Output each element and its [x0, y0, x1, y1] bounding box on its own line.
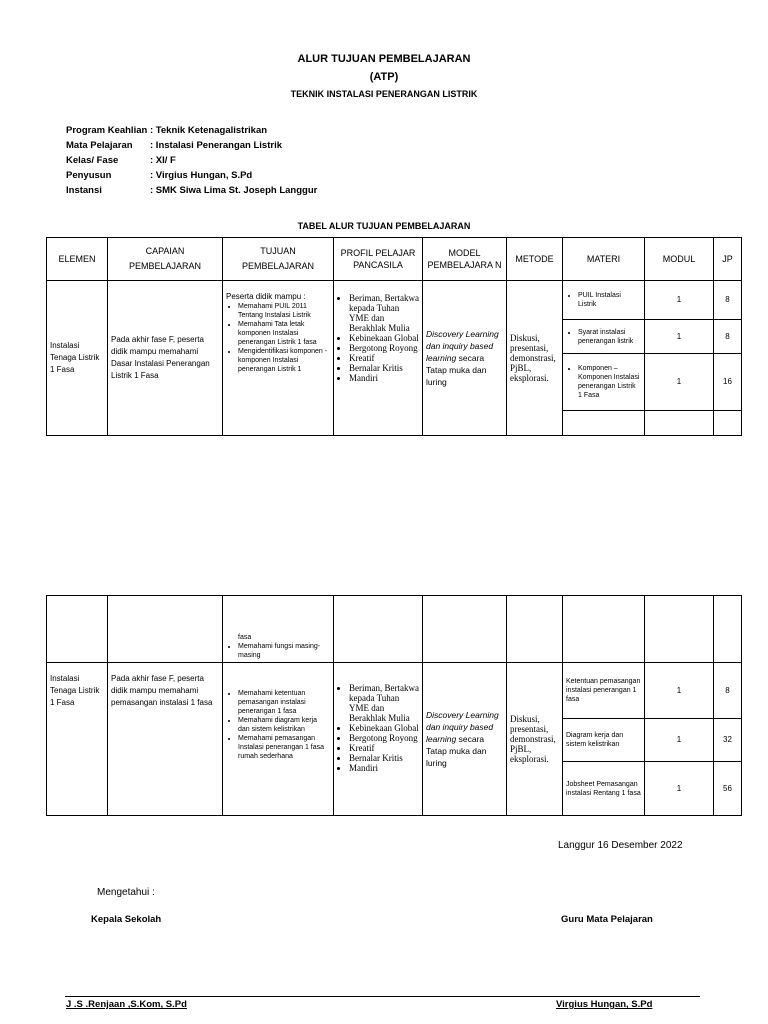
info-value: : Virgius Hungan, S.Pd: [150, 170, 253, 181]
list-item: • Syarat instalasi penerangan listrik: [578, 328, 641, 346]
signature-date: Langgur 16 Desember 2022: [558, 840, 683, 851]
program-title: TEKNIK INSTALASI PENERANGAN LISTRIK: [290, 89, 478, 99]
cell-materi: [563, 354, 645, 411]
info-value: : Instalasi Penerangan Listrik: [150, 140, 282, 151]
atp-table-page2: [46, 595, 742, 816]
cell-empty: [645, 596, 714, 663]
cell-elemen: Instalasi Tenaga Listrik 1 Fasa: [47, 663, 108, 816]
cell-empty: [47, 596, 108, 663]
list-item: • PUIL Instalasi Listrik: [578, 291, 641, 309]
cell-modul: 1: [645, 719, 714, 762]
table-header-row: [47, 238, 742, 281]
model-name: Discovery Learning dan inquiry based learning: [426, 710, 499, 744]
col-header-elemen: ELEMEN: [47, 238, 108, 281]
list-item: • Bernalar Kritis: [349, 363, 419, 373]
cell-materi: Jobsheet Pemasangan instalasi Rentang 1 fasa: [563, 762, 645, 816]
cell-empty: [563, 596, 645, 663]
col-header-model: MODEL PEMBELAJARA N: [423, 238, 507, 281]
col-header-tujuan: TUJUAN PEMBELAJARAN: [223, 238, 334, 281]
cell-jp: 16: [714, 354, 742, 411]
atp-table-page1: [46, 237, 742, 436]
col-header-profil: PROFIL PELAJAR PANCASILA: [334, 238, 423, 281]
col-header-metode: METODE: [507, 238, 563, 281]
table-row: [47, 596, 742, 663]
mengetahui-label: Mengetahui :: [97, 887, 155, 898]
list-item: • Beriman, Bertakwa kepada Tuhan YME dan Berakhlak Mulia: [349, 293, 419, 333]
cell-empty: [645, 411, 714, 436]
document-subtitle: (ATP): [369, 71, 399, 83]
cell-jp: 8: [714, 663, 742, 719]
col-header-capaian: CAPAIAN PEMBELAJARAN: [108, 238, 223, 281]
list-item: • Kebinekaan Global: [349, 723, 419, 733]
kepala-sekolah-signature: J .S .Renjaan ,S.Kom, S.Pd: [66, 999, 187, 1010]
cell-materi: [563, 281, 645, 320]
list-item: • Memahami diagram kerja dan sistem kelistrikan: [238, 716, 330, 734]
cell-materi: Diagram kerja dan sistem kelistrikan: [563, 719, 645, 762]
document-title: ALUR TUJUAN PEMBELAJARAN: [297, 53, 471, 65]
info-label: Program Keahlian: [66, 125, 148, 136]
cell-empty: [108, 596, 223, 663]
cell-jp: 8: [714, 281, 742, 320]
info-value: : SMK Siwa Lima St. Joseph Langgur: [150, 185, 318, 196]
list-item: • Bergotong Royong: [349, 343, 419, 353]
cell-modul: 1: [645, 281, 714, 320]
cell-modul: 1: [645, 663, 714, 719]
guru-signature: Virgius Hungan, S.Pd: [556, 999, 653, 1010]
list-item: • Komponen – Komponen Instalasi penerangan Listrik 1 Fasa: [578, 364, 641, 400]
cell-empty: [507, 596, 563, 663]
cell-capaian: Pada akhir fase F, peserta didik mampu memahami Dasar Instalasi Penerangan Listrik 1 Fasa: [108, 281, 223, 436]
table-row: [47, 663, 742, 719]
cell-modul: 1: [645, 320, 714, 354]
info-value: : Teknik Ketenagalistrikan: [150, 125, 268, 136]
list-item: • Memahami fungsi masing-masing: [238, 642, 330, 660]
list-item: • Mengidentifikasi komponen - komponen Instalasi penerangan Listrik 1: [238, 347, 330, 374]
cell-tujuan: [223, 663, 334, 816]
table-title: TABEL ALUR TUJUAN PEMBELAJARAN: [297, 221, 471, 231]
cell-empty: [334, 596, 423, 663]
cell-jp: 32: [714, 719, 742, 762]
cell-modul: 1: [645, 354, 714, 411]
cell-model: [423, 663, 507, 816]
info-value: : XI/ F: [150, 155, 176, 166]
info-label: Kelas/ Fase: [66, 155, 119, 166]
cell-modul: 1: [645, 762, 714, 816]
list-item: • Memahami Tata letak komponen Instalasi penerangan Listrik 1 fasa: [238, 320, 330, 347]
cell-jp: 8: [714, 320, 742, 354]
signature-divider: [65, 996, 700, 997]
list-item: • Kreatif: [349, 353, 419, 363]
list-item: • Memahami pemasangan Instalasi penerangan 1 fasa rumah sederhana: [238, 734, 330, 761]
table-row: [47, 281, 742, 320]
guru-label: Guru Mata Pelajaran: [561, 914, 653, 925]
cell-empty: [714, 596, 742, 663]
cell-profil: [334, 281, 423, 436]
cell-empty: [563, 411, 645, 436]
cell-materi: Ketentuan pemasangan instalasi penerangan 1 fasa: [563, 663, 645, 719]
cell-empty: [423, 596, 507, 663]
col-header-modul: MODUL: [645, 238, 714, 281]
continued-text: fasa: [238, 634, 252, 641]
list-item: • Bernalar Kritis: [349, 753, 419, 763]
cell-empty: [714, 411, 742, 436]
cell-profil: [334, 663, 423, 816]
tujuan-intro: Peserta didik mampu :: [226, 292, 306, 301]
info-label: Instansi: [66, 185, 102, 196]
cell-metode: Diskusi, presentasi, demonstrasi, PjBL, eksplorasi.: [507, 281, 563, 436]
cell-capaian: Pada akhir fase F, peserta didik mampu memahami pemasangan instalasi 1 fasa: [108, 663, 223, 816]
model-name: Discovery Learning dan inquiry based learning: [426, 329, 499, 363]
cell-metode: Diskusi, presentasi, demonstrasi, PjBL, eksplorasi.: [507, 663, 563, 816]
cell-model: [423, 281, 507, 436]
cell-materi: [563, 320, 645, 354]
list-item: • Kreatif: [349, 743, 419, 753]
list-item: • Kebinekaan Global: [349, 333, 419, 343]
list-item: • Mandiri: [349, 763, 419, 773]
kepala-sekolah-label: Kepala Sekolah: [91, 914, 162, 925]
list-item: • Mandiri: [349, 373, 419, 383]
list-item: • Memahami PUIL 2011 Tentang Instalasi Listrik: [238, 302, 330, 320]
model-mode: secara Tatap muka dan luring: [426, 734, 487, 768]
list-item: • Beriman, Bertakwa kepada Tuhan YME dan Berakhlak Mulia: [349, 683, 419, 723]
list-item: • Bergotong Royong: [349, 733, 419, 743]
list-item: • Memahami ketentuan pemasangan instalasi penerangan 1 fasa: [238, 689, 330, 716]
info-label: Penyusun: [66, 170, 112, 181]
col-header-jp: JP: [714, 238, 742, 281]
cell-tujuan: [223, 281, 334, 436]
cell-tujuan-continued: [223, 596, 334, 663]
info-label: Mata Pelajaran: [66, 140, 133, 151]
model-mode: secara Tatap muka dan luring: [426, 353, 487, 387]
cell-jp: 56: [714, 762, 742, 816]
col-header-materi: MATERI: [563, 238, 645, 281]
cell-elemen: Instalasi Tenaga Listrik 1 Fasa: [47, 281, 108, 436]
